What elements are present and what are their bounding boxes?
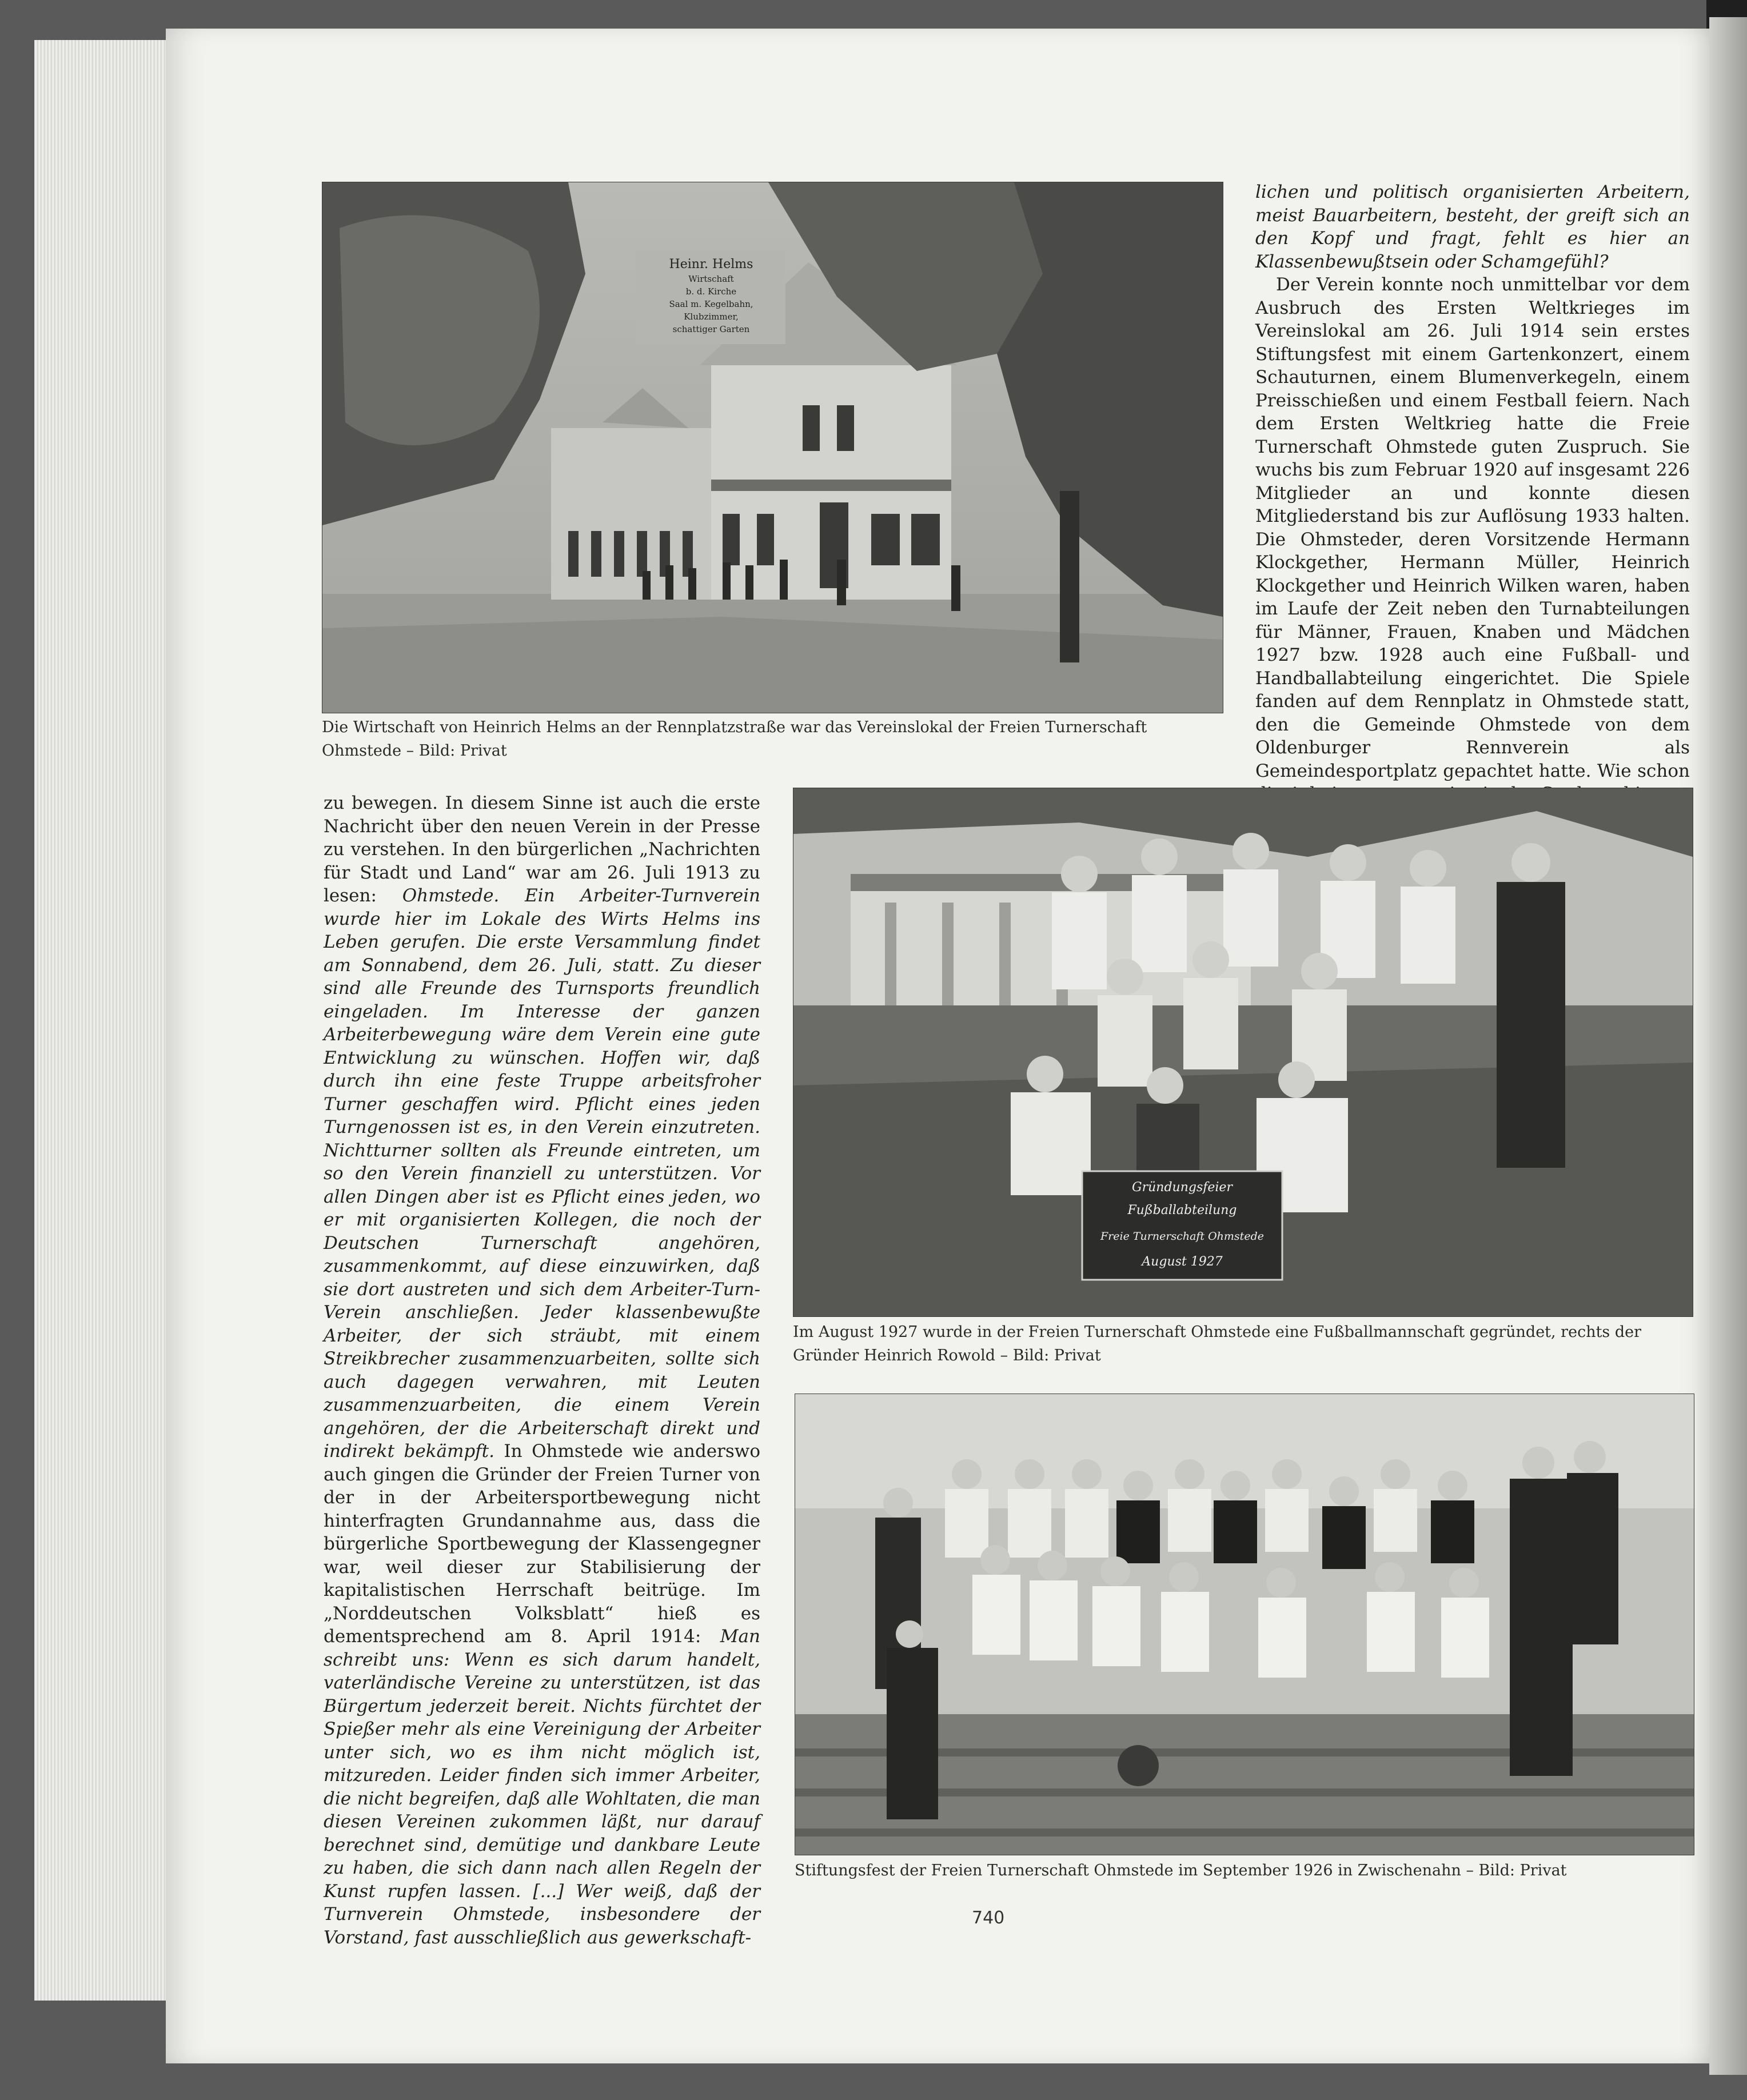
page-number: 740 xyxy=(972,1908,1005,1928)
board-line: Freie Turnerschaft Ohmstede xyxy=(1100,1230,1264,1243)
text-run: zu bewegen. In diesem Sinne ist auch die erste Nachricht über den neuen Verein in der Presse zu verstehen. In den bürgerlichen „Nachrichten für Stadt und Land“ war am 26. Juli 1913 zu lesen: xyxy=(324,793,760,906)
quote-continuation: lichen und politisch organisierten Arbeitern, meist Bauarbeitern, besteht, der greift sich an den Kopf und fragt, fehlt es hier an Klassenbewußtsein oder Schamgefühl? xyxy=(1255,182,1690,272)
board-line: August 1927 xyxy=(1142,1255,1223,1269)
text-run: In Ohmstede wie anderswo auch gingen die Gründer der Freien Turner von der in der Arbeitersportbewegung nicht hinterfragten Grundannahme aus, dass die bürgerliche Sportbewegung der Klassengegner war, weil dieser zur Stabilisierung der kapitalistischen Herrschaft beitrüge. Im „Norddeutschen Volksblatt“ hieß es dementsprechend am 8. April 1914: xyxy=(324,1441,760,1647)
sign-line: Wirtschaft xyxy=(688,274,734,284)
paragraph xyxy=(324,792,760,1949)
sign-line: Heinr. Helms xyxy=(669,257,753,272)
sign-line: schattiger Garten xyxy=(672,324,750,334)
sign-line: Saal m. Kegelbahn, xyxy=(669,299,753,309)
inn-photo xyxy=(322,182,1223,713)
paragraph: Der Verein konnte noch unmittelbar vor dem Ausbruch des Ersten Weltkrieges im Vereinslokal am 26. Juli 1914 sein erstes Stiftungsfest mit einem Gartenkonzert, einem Schauturnen, einem Blumenverkegeln, einem Preisschießen und einem Festball feiern. Nach dem Ersten Weltkrieg hatte die Freie Turnerschaft Ohmstede guten Zuspruch. Sie wuchs bis zum Februar 1920 auf insgesamt 226 Mitglieder an und konnte diesen Mitgliederstand bis zur Auflösung 1933 halten. Die Ohmsteder, deren Vorsitzende Hermann Klockgether, Hermann Müller, Heinrich Klockgether und Heinrich Wilken waren, haben im Laufe der Zeit neben den Turnabteilungen für Männer, Frauen, Knaben und Mädchen 1927 bzw. 1928 auch eine Fußball- und Handballabteilung eingerichtet. Die Spiele fanden auf dem Rennplatz in Ohmstede statt, den die Gemeinde Ohmstede von dem Oldenburger Rennverein als Gemeindesportplatz gepachtet hatte. Wie schon xyxy=(1255,274,1690,781)
inn-photo-caption: Die Wirtschaft von Heinrich Helms an der Rennplatzstraße war das Vereinslokal der Freien Turnerschaft Ohmstede – Bild: Privat xyxy=(322,718,1147,760)
anniversary-caption: Stiftungsfest der Freien Turnerschaft Ohmstede im September 1926 in Zwischenahn – Bild: Privat xyxy=(795,1862,1567,1879)
next-page-edge xyxy=(1709,17,1747,2075)
football-team-caption: Im August 1927 wurde in der Freien Turnerschaft Ohmstede eine Fußballmannschaft gegründet, rechts der Gründer Heinrich Rowold – Bild: Privat xyxy=(793,1323,1642,1364)
board-line: Gründungsfeier xyxy=(1132,1180,1233,1195)
football-team-photo xyxy=(793,788,1693,1317)
quote: Ohmstede. Ein Arbeiter-Turnverein wurde hier im Lokale des Wirts Helms ins Leben gerufen. Die erste Versammlung findet am Sonnabend, dem 26. Juli, statt. Zu dieser sind alle Freunde des Turnsports freundlich eingeladen. Im Interesse der ganzen Arbeiterbewegung wäre dem Verein eine gute Entwicklung zu wünschen. Hoffen wir, daß durch ihn eine feste Truppe arbeitsfroher Turner geschaffen wird. Pflicht eines jeden Turngenossen ist es, in den Verein einzutreten. Nichtturner sollten als Freunde eintreten, um so den Verein finanziell zu unterstützen. Vor allen Dingen aber ist es Pflicht eines jeden, wo er mit organisierten Kollegen, die noch der Deutschen Turnerschaft angehören, zusammenkommt, auf diese einzuwirken, daß sie dort austreten und sich dem Arbeiter-Turn-Verein anschließen. Jeder klassenbewußte Arbeiter, der sich sträubt, mit einem Streikbrecher zusammenzuarbeiten, sollte sich auch dagegen verwahren, mit Leuten zusammenzuarbeiten, die einem Verein angehören, der die Arbeiterschaft direkt und indirekt bekämpft. xyxy=(324,885,761,1462)
left-text-column xyxy=(324,792,760,1949)
board-line: Fußballabteilung xyxy=(1127,1203,1237,1217)
quote: Man schreibt uns: Wenn es sich darum handelt, vaterländische Vereine zu unterstützen, ist das Bürgertum jederzeit bereit. Nichts fürchtet der Spießer mehr als eine Vereinigung der Arbeiter unter sich, wo es ihm nicht möglich ist, mitzureden. Leider finden sich immer Arbeiter, die nicht begreifen, daß alle Wohltaten, die man diesen Vereinen zukommen läßt, nur darauf berechnet sind, demütige und dankbare Leute zu haben, die sich dann nach allen Regeln der Kunst rupfen lassen. [...] Wer weiß, daß der Turnverein Ohmstede, insbesondere der Vorstand, fast ausschließlich aus gewerkschaft- xyxy=(324,1626,760,1948)
book-page-edges xyxy=(34,40,173,2001)
right-text-column xyxy=(1255,181,1690,806)
sign-line: b. d. Kirche xyxy=(685,286,737,297)
sign-line: Klubzimmer, xyxy=(684,312,739,322)
anniversary-photo xyxy=(795,1394,1694,1855)
